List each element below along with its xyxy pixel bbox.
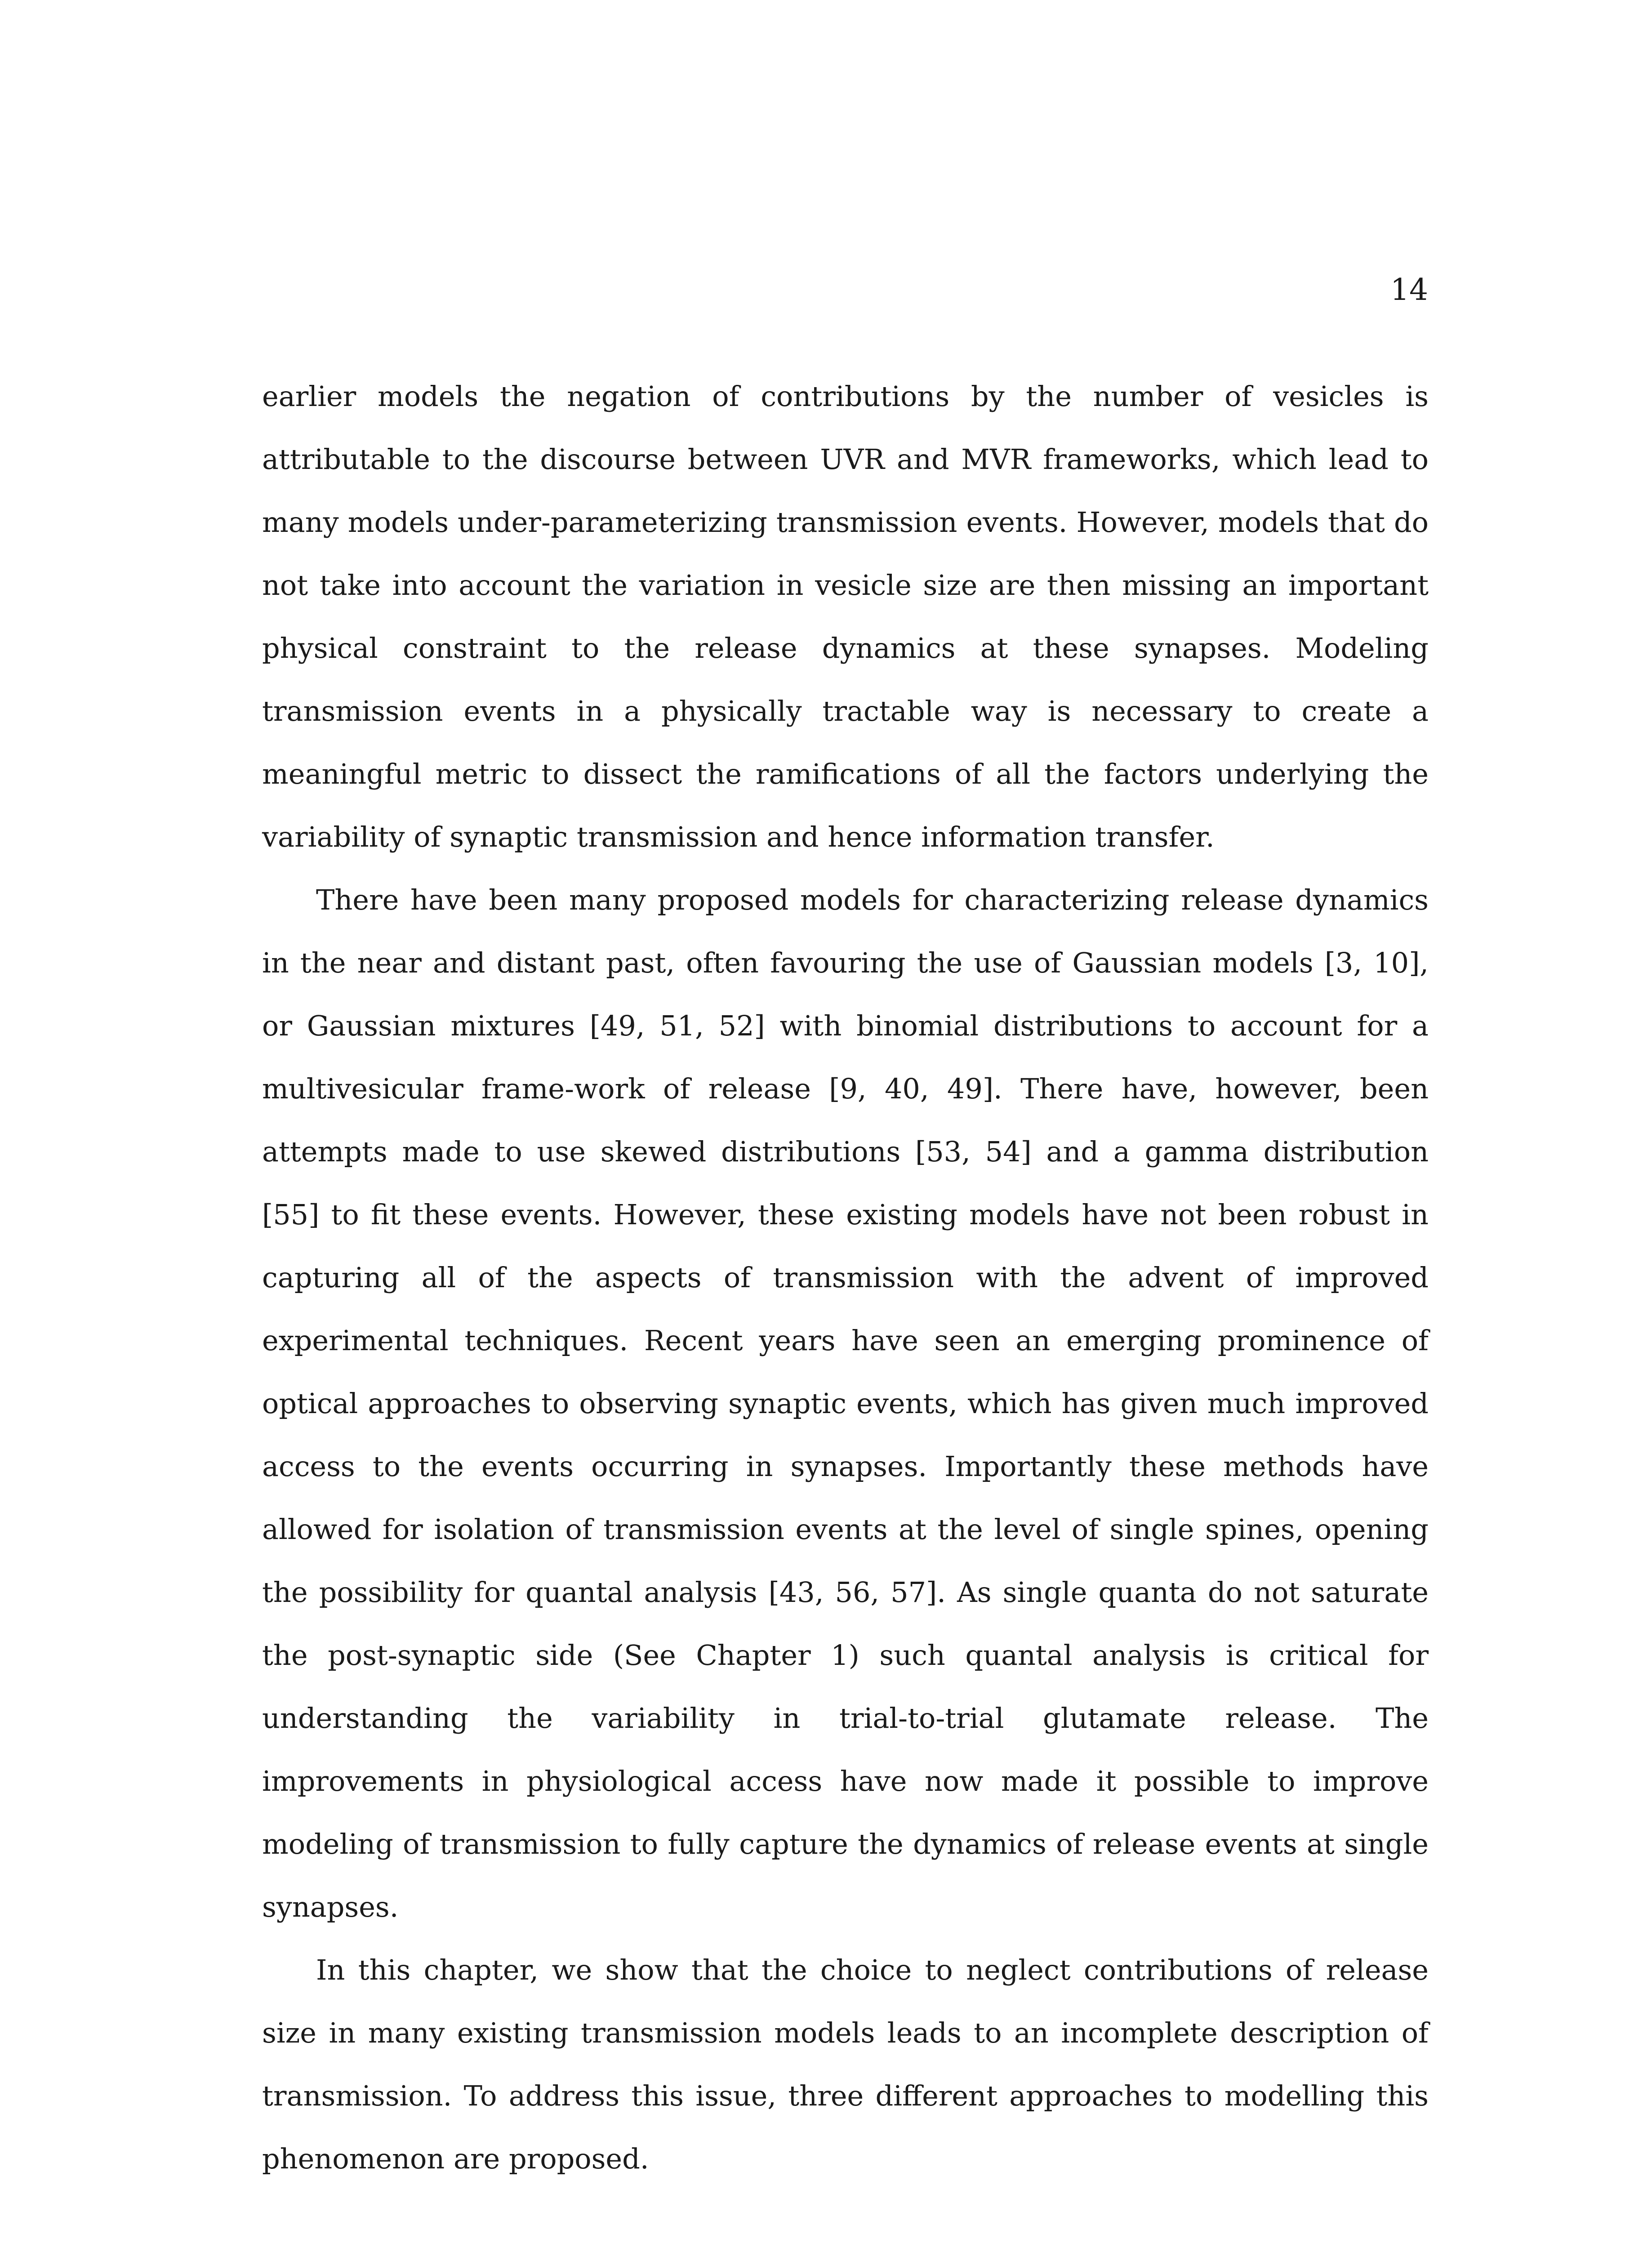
paragraph-2: There have been many proposed models for characterizing release dynamics in the near and distant past, often favouring the use of Gaussian models [3, 10], or Gaussian mixtures [49, 51, 52] with binomial distributions to account for a multivesicular frame-work of release [9, 40, 49]. There have, however, been attempts made to use skewed distributions [53, 54] and a gamma distribution [55] to fit these events. However, these existing models have not been robust in capturing all of the aspects of transmission with the advent of improved experimental techniques. Recent years have seen an emerging prominence of optical approaches to observing synaptic events, which has given much improved access to the events occurring in synapses. Importantly these methods have allowed for isolation of transmission events at the level of single spines, opening the possibility for quantal analysis [43, 56, 57]. As single quanta do not saturate the post-synaptic side (See Chapter 1) such quantal analysis is critical for understanding the variability in trial-to-trial glutamate release. The improvements in physiological access have now made it possible to improve modeling of transmission to fully capture the dynamics of release events at single synapses.: [262, 883, 1429, 1923]
page-number: 14: [1390, 272, 1428, 307]
paragraph-1: earlier models the negation of contributions by the number of vesicles is attributable to the discourse between UVR and MVR frameworks, which lead to many models under-parameterizing transmission events. However, models that do not take into account the variation in vesicle size are then missing an important physical constraint to the release dynamics at these synapses. Modeling transmission events in a physically tractable way is necessary to create a meaningful metric to dissect the ramifications of all the factors underlying the variability of synaptic transmission and hence information transfer.: [262, 380, 1429, 853]
body-text: [262, 365, 1429, 2190]
paragraph-3: In this chapter, we show that the choice to neglect contributions of release size in many existing transmission models leads to an incomplete description of transmission. To address this issue, three different approaches to modelling this phenomenon are proposed.: [262, 1954, 1429, 2175]
